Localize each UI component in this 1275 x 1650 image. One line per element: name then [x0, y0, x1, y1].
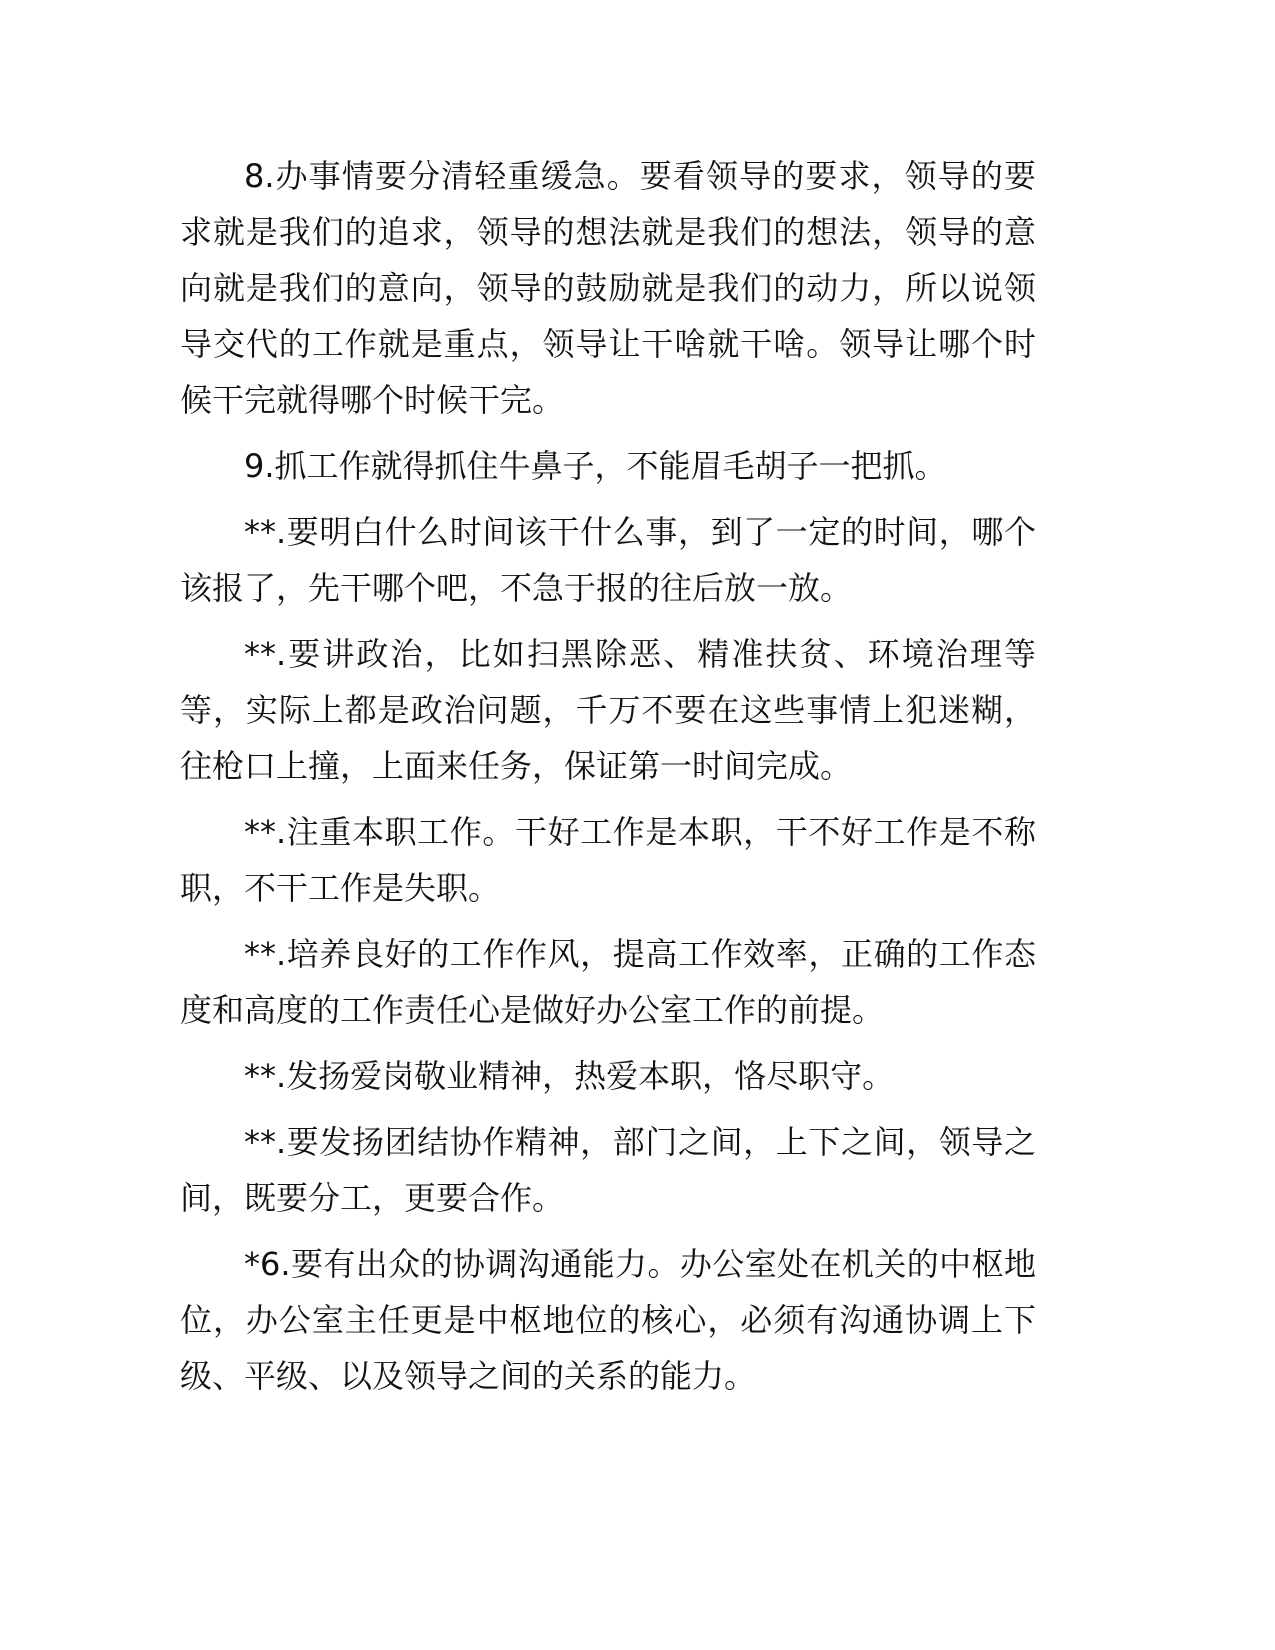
paragraph-politics: **.要讲政治，比如扫黑除恶、精准扶贫、环境治理等等，实际上都是政治问题，千万不要在这些事情上犯迷糊，往枪口上撞，上面来任务，保证第一时间完成。	[180, 635, 1036, 785]
paragraph-teamwork: **.要发扬团结协作精神，部门之间，上下之间，领导之间，既要分工，更要合作。	[180, 1123, 1036, 1217]
paragraph-duty: **.注重本职工作。干好工作是本职，干不好工作是不称职，不干工作是失职。	[180, 813, 1036, 907]
document-page	[180, 148, 1036, 1414]
paragraph-8: 8.办事情要分清轻重缓急。要看领导的要求，领导的要求就是我们的追求，领导的想法就是我们的想法，领导的意向就是我们的意向，领导的鼓励就是我们的动力，所以说领导交代的工作就是重点，领导让干啥就干啥。领导让哪个时候干完就得哪个时候干完。	[180, 157, 1036, 419]
paragraph-timing: **.要明白什么时间该干什么事，到了一定的时间，哪个该报了，先干哪个吧，不急于报的往后放一放。	[180, 513, 1036, 607]
paragraph-9: 9.抓工作就得抓住牛鼻子，不能眉毛胡子一把抓。	[244, 447, 947, 485]
paragraph-work-style: **.培养良好的工作作风，提高工作效率，正确的工作态度和高度的工作责任心是做好办公室工作的前提。	[180, 935, 1036, 1029]
paragraph-coordination: *6.要有出众的协调沟通能力。办公室处在机关的中枢地位，办公室主任更是中枢地位的核心，必须有沟通协调上下级、平级、以及领导之间的关系的能力。	[180, 1245, 1036, 1395]
paragraph-dedication: **.发扬爱岗敬业精神，热爱本职，恪尽职守。	[244, 1057, 895, 1095]
